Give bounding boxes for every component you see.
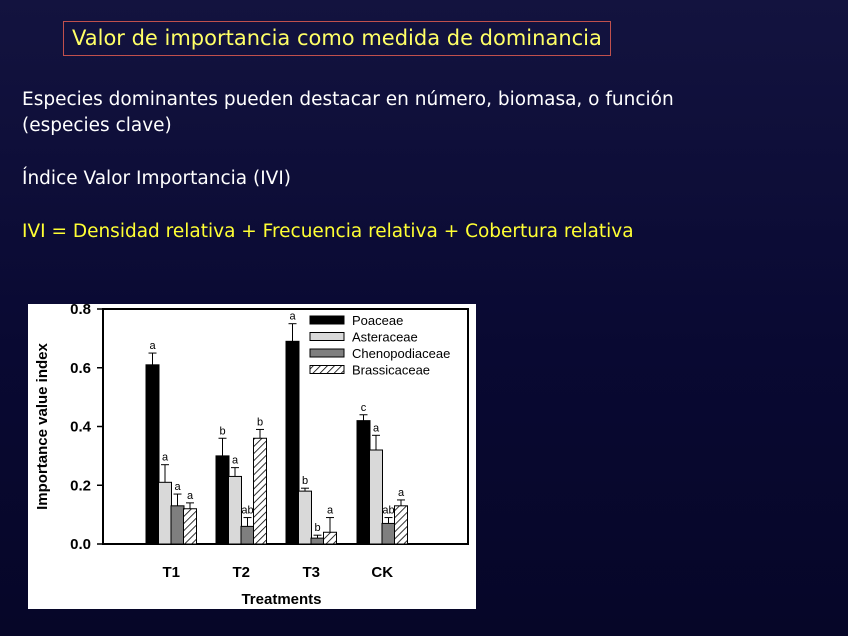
- significance-letter: ab: [241, 504, 254, 517]
- legend-swatch-brassicaceae: [310, 366, 344, 374]
- significance-letter: a: [289, 310, 296, 323]
- y-tick-label: 0.6: [70, 359, 91, 377]
- significance-letter: b: [314, 522, 321, 535]
- legend-label-chenopodiaceae: Chenopodiaceae: [352, 346, 451, 361]
- legend-swatch-asteraceae: [310, 333, 344, 341]
- significance-letter: a: [161, 451, 169, 464]
- significance-letter: a: [149, 340, 156, 353]
- y-tick-label: 0.8: [70, 304, 91, 318]
- significance-letter: b: [219, 425, 226, 438]
- bar-chenopodiaceae-t1: [171, 506, 184, 544]
- significance-letter: a: [326, 504, 334, 517]
- bar-chenopodiaceae-t2: [241, 526, 254, 544]
- bar-asteraceae-t1: [159, 482, 172, 544]
- legend-swatch-poaceae: [310, 316, 344, 324]
- bar-asteraceae-t2: [229, 476, 242, 544]
- x-tick-label-t2: T2: [232, 564, 251, 581]
- bar-poaceae-ck: [357, 421, 370, 544]
- bar-brassicaceae-t1: [184, 509, 197, 544]
- significance-letter: b: [256, 416, 264, 429]
- bar-brassicaceae-t2: [254, 438, 267, 544]
- significance-letter: a: [372, 422, 380, 435]
- y-tick-label: 0.2: [70, 477, 91, 495]
- slide-title: Valor de importancia como medida de dominancia: [63, 21, 611, 56]
- bar-brassicaceae-ck: [395, 506, 408, 544]
- legend-swatch-chenopodiaceae: [310, 349, 344, 357]
- text-line-keystone-species: (especies clave): [22, 115, 172, 136]
- importance-value-chart: [28, 304, 476, 609]
- x-tick-label-ck: CK: [371, 564, 394, 581]
- bar-asteraceae-ck: [370, 450, 383, 544]
- significance-letter: a: [397, 486, 405, 499]
- bar-asteraceae-t3: [299, 491, 312, 544]
- y-tick-label: 0.0: [70, 536, 91, 553]
- text-line-dominant-species: Especies dominantes pueden destacar en número, biomasa, o función: [22, 89, 674, 110]
- y-tick-label: 0.4: [70, 418, 91, 436]
- legend-label-poaceae: Poaceae: [352, 313, 404, 328]
- legend-label-brassicaceae: Brassicaceae: [352, 362, 431, 378]
- bar-poaceae-t2: [216, 456, 229, 544]
- significance-letter: a: [231, 454, 239, 467]
- x-tick-label-t1: T1: [162, 564, 181, 581]
- significance-letter: ab: [382, 504, 395, 517]
- significance-letter: c: [360, 401, 367, 414]
- y-axis-label: Importance value index: [34, 343, 51, 510]
- text-line-ivi-index: Índice Valor Importancia (IVI): [22, 168, 291, 189]
- significance-letter: a: [186, 489, 194, 502]
- significance-letter: b: [301, 475, 309, 488]
- bar-chenopodiaceae-ck: [382, 523, 395, 544]
- bar-brassicaceae-t3: [324, 532, 337, 544]
- bar-poaceae-t3: [286, 341, 299, 544]
- x-axis-label: Treatments: [241, 591, 322, 608]
- legend-label-asteraceae: Asteraceae: [352, 329, 418, 345]
- ivi-formula: IVI = Densidad relativa + Frecuencia relativa + Cobertura relativa: [22, 221, 634, 242]
- bar-chenopodiaceae-t3: [311, 538, 324, 544]
- chart-svg: [28, 304, 476, 609]
- bar-poaceae-t1: [146, 365, 159, 544]
- x-tick-label-t3: T3: [302, 564, 321, 581]
- significance-letter: a: [174, 481, 181, 494]
